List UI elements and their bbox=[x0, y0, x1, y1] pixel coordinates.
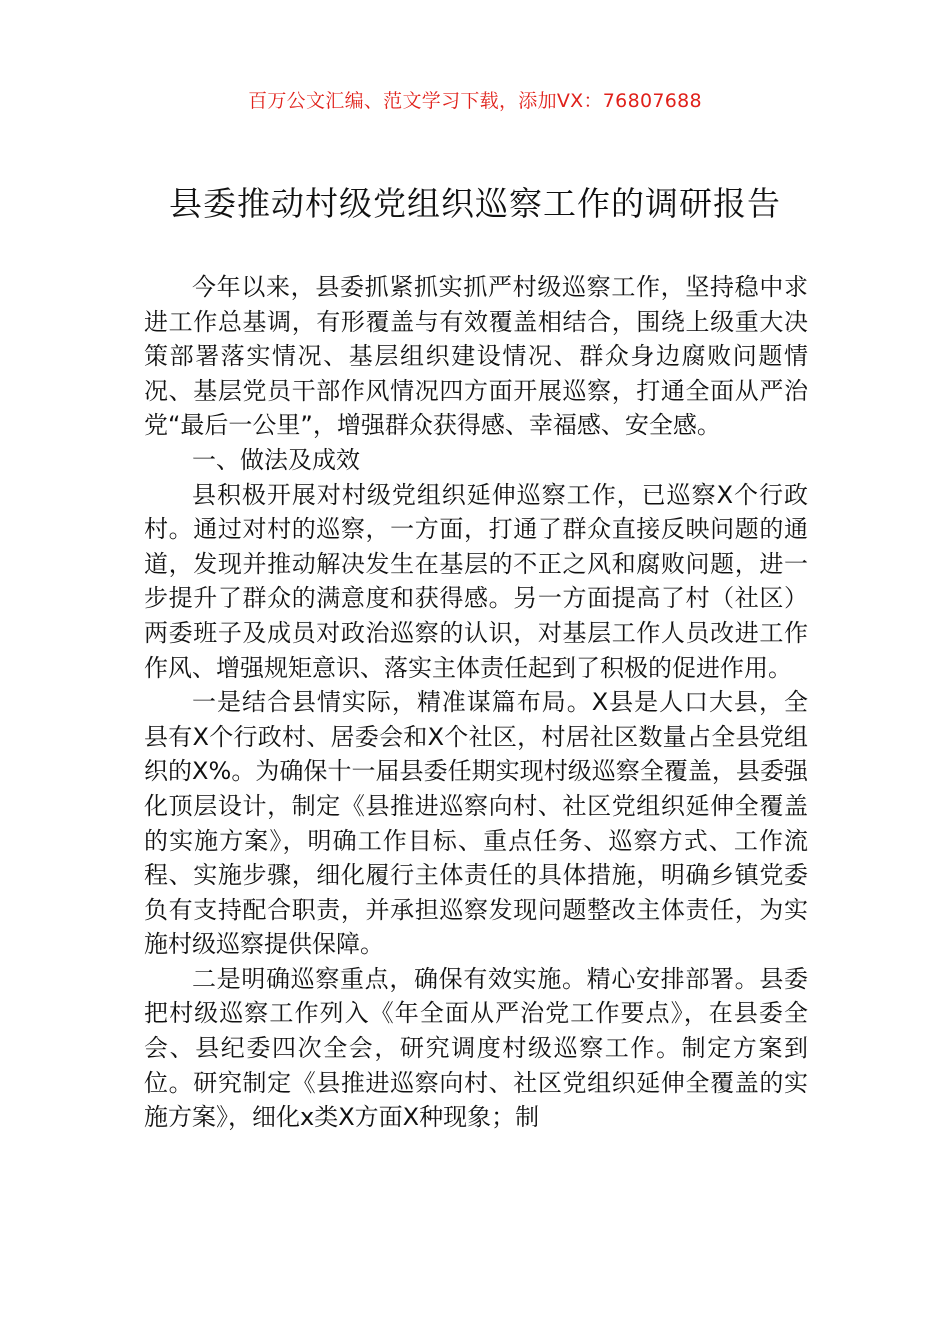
body-paragraph: 一是结合县情实际，精准谋篇布局。X县是人口大县，全县有X个行政村、居委会和X个社区，村居社区数量占全县党组织的X%。为确保十一届县委任期实现村级巡察全覆盖，县委强化顶层设计，制定《县推进巡察向村、社区党组织延伸全覆盖的实施方案》，明确工作目标、重点任务、巡察方式、工作流程、实施步骤，细化履行主体责任的具体措施，明确乡镇党委负有支持配合职责，并承担巡察发现问题整改主体责任，为实施村级巡察提供保障。 bbox=[144, 688, 808, 959]
document-body bbox=[144, 270, 808, 1135]
header-notice: 百万公文汇编、范文学习下载，添加VX：76807688 bbox=[248, 90, 702, 112]
intro-paragraph: 今年以来，县委抓紧抓实抓严村级巡察工作，坚持稳中求进工作总基调，有形覆盖与有效覆盖相结合，围绕上级重大决策部署落实情况、基层组织建设情况、群众身边腐败问题情况、基层党员干部作风情况四方面开展巡察，打通全面从严治党“最后一公里”，增强群众获得感、幸福感、安全感。 bbox=[144, 273, 808, 440]
section-heading: 一、做法及成效 bbox=[192, 445, 360, 474]
body-paragraph: 二是明确巡察重点，确保有效实施。精心安排部署。县委把村级巡察工作列入《年全面从严治党工作要点》，在县委全会、县纪委四次全会，研究调度村级巡察工作。制定方案到位。研究制定《县推进巡察向村、社区党组织延伸全覆盖的实施方案》，细化x类X方面X种现象；制 bbox=[144, 964, 808, 1132]
document-title: 县委推动村级党组织巡察工作的调研报告 bbox=[169, 184, 781, 223]
body-paragraph: 县积极开展对村级党组织延伸巡察工作，已巡察X个行政村。通过对村的巡察，一方面，打通了群众直接反映问题的通道，发现并推动解决发生在基层的不正之风和腐败问题，进一步提升了群众的满意度和获得感。另一方面提高了村（社区）两委班子及成员对政治巡察的认识，对基层工作人员改进工作作风、增强规矩意识、落实主体责任起到了积极的促进作用。 bbox=[144, 480, 808, 682]
